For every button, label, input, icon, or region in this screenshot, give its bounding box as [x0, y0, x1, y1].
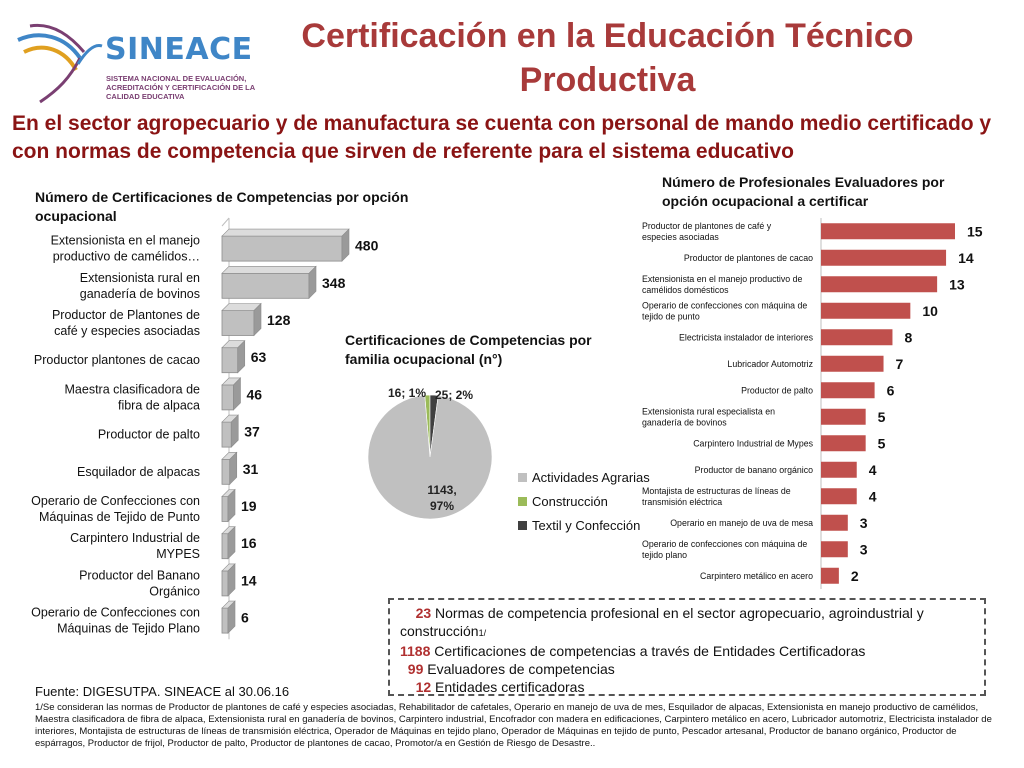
bar	[821, 223, 955, 239]
legend-swatch	[518, 521, 527, 530]
summary-text: Entidades certificadoras	[431, 679, 585, 695]
category-label: Extensionista rural especialista en ganadería de bovinos	[642, 406, 776, 428]
bar	[222, 422, 231, 447]
bar-value-label: 480	[355, 237, 379, 254]
summary-number: 12	[415, 679, 432, 695]
logo-subtitle: SISTEMA NACIONAL DE EVALUACIÓN, ACREDITACIÓN Y CERTIFICACIÓN DE LA CALIDAD EDUCATIVA	[106, 74, 255, 101]
category-label: Productor de plantones de café y especies asociadas	[642, 220, 772, 242]
bar-value-label: 46	[246, 386, 263, 403]
summary-number: 1188	[400, 643, 431, 659]
category-label: Operario de confecciones con máquina de tejido de punto	[642, 300, 808, 322]
legend-label: Actividades Agrarias	[532, 469, 650, 485]
bar	[222, 571, 228, 596]
bar	[821, 435, 866, 451]
pie-data-label: 16; 1%	[387, 386, 426, 400]
bar-value-label: 63	[250, 349, 267, 366]
category-label: Productor de plantones de cacao	[683, 252, 813, 263]
bar	[222, 311, 254, 336]
certifications-chart-title: Número de Certificaciones de Competencias por opción ocupacional	[35, 189, 409, 224]
summary-footnote-ref: 1/	[478, 628, 487, 638]
bar-value-label: 7	[895, 355, 904, 372]
bar	[821, 276, 937, 292]
bar-value-label: 37	[244, 423, 260, 440]
bar	[222, 385, 234, 410]
bar-value-label: 10	[922, 302, 938, 319]
evaluators-chart-title: Número de Profesionales Evaluadores por opción ocupacional a certificar	[662, 174, 945, 209]
bar-top	[222, 266, 316, 273]
bar	[821, 329, 892, 345]
summary-text: Evaluadores de competencias	[423, 661, 615, 677]
bar	[821, 541, 848, 557]
bar-value-label: 15	[967, 223, 983, 240]
bar-value-label: 4	[868, 488, 877, 505]
page-subtitle: En el sector agropecuario y de manufactura se cuenta con personal de mando medio certificado y con normas de competencia que sirven de referente para el sistema educativo	[12, 112, 992, 163]
source-note: Fuente: DIGESUTPA. SINEACE al 30.06.16	[35, 684, 290, 699]
bar-value-label: 13	[949, 276, 965, 293]
category-label: Operario en manejo de uva de mesa	[670, 517, 813, 528]
summary-text: Normas de competencia profesional en el sector agropecuario, agroindustrial y construcción	[400, 605, 924, 639]
bar	[821, 568, 839, 584]
category-label: Electricista instalador de interiores	[679, 332, 813, 343]
bar	[821, 303, 910, 319]
bar-value-label: 6	[241, 609, 249, 626]
category-label: Carpintero Industrial de MYPES	[70, 531, 200, 562]
pie-data-label: 25; 2%	[435, 388, 474, 402]
category-label: Productor de Plantones de café y especies asociadas	[51, 308, 200, 338]
bar	[222, 608, 228, 633]
bar-value-label: 3	[859, 514, 868, 531]
summary-line	[400, 642, 974, 660]
legend-swatch	[518, 473, 527, 482]
category-label: Carpintero metálico en acero	[700, 570, 813, 581]
bar-value-label: 4	[868, 461, 877, 478]
logo-name: SINEACE	[105, 32, 253, 67]
category-label: Productor del Banano Orgánico	[79, 568, 200, 599]
bar-value-label: 5	[877, 408, 886, 425]
category-label: Extensionista rural en ganadería de bovinos	[79, 270, 200, 301]
pie-data-label: 1143,	[427, 483, 457, 497]
evaluators-bar-chart	[620, 210, 1020, 590]
bar-value-label: 6	[886, 382, 895, 399]
bar	[222, 273, 309, 298]
bar-top	[222, 229, 349, 236]
pie-data-label: 97%	[429, 499, 455, 513]
bar-value-label: 348	[322, 274, 346, 291]
category-label: Lubricador Automotriz	[727, 358, 813, 369]
family-pie-chart	[355, 372, 515, 532]
bar-value-label: 5	[877, 435, 886, 452]
summary-line	[400, 604, 974, 642]
category-label: Carpintero Industrial de Mypes	[693, 438, 813, 449]
category-label: Operario de Confecciones con Máquinas de Tejido de Punto	[31, 494, 200, 524]
category-label: Operario de confecciones con máquina de tejido plano	[642, 538, 808, 560]
bar	[222, 497, 228, 522]
category-label: Esquilador de alpacas	[77, 464, 200, 479]
page-title: Certificación en la Educación Técnico Productiva	[301, 17, 914, 99]
bar-value-label: 2	[850, 567, 859, 584]
bar-value-label: 128	[267, 312, 291, 328]
bar	[821, 382, 875, 398]
bar-value-label: 14	[241, 572, 257, 589]
bar-value-label: 31	[242, 460, 259, 477]
bar-value-label: 14	[958, 249, 974, 266]
summary-line	[400, 678, 974, 696]
bar-value-label: 3	[859, 541, 868, 558]
summary-text: Certificaciones de competencias a través de Entidades Certificadoras	[430, 643, 866, 659]
bar-value-label: 19	[241, 498, 257, 514]
summary-box	[388, 598, 986, 696]
bar	[222, 534, 228, 559]
category-label: Extensionista en el manejo productivo de camélidos…	[50, 233, 200, 264]
category-label: Productor de palto	[97, 427, 200, 442]
category-label: Productor plantones de cacao	[33, 353, 200, 368]
legend-label: Construcción	[532, 493, 608, 509]
bar	[821, 250, 946, 266]
bar	[222, 348, 238, 373]
legend-label: Textil y Confección	[532, 517, 641, 533]
legend-swatch	[518, 497, 527, 506]
bar	[821, 488, 857, 504]
bar-value-label: 8	[904, 329, 913, 346]
category-label: Extensionista en el manejo productivo de camélidos domésticos	[642, 273, 803, 295]
bar	[821, 356, 884, 372]
bar	[821, 462, 857, 478]
summary-number: 23	[415, 605, 432, 621]
pie-chart-title: Certificaciones de Competencias por familia ocupacional (n°)	[345, 332, 592, 367]
bar	[222, 236, 342, 261]
category-label: Operario de Confecciones con Máquinas de Tejido Plano	[31, 605, 200, 636]
category-label: Productor de palto	[741, 385, 813, 396]
footnote: 1/Se consideran las normas de Productor de plantones de café y especies asociadas, Rehabilitador de cafetales, Operario en manejo de uva de mes, Esquilador de alpacas, Extensionista en manejo productivo de camélidos, Maestra clasificadora de fibra de alpaca, Extensionista rural en ganadería de bovinos, Carpintero industrial, Encofrador con madera en edificaciones, Carpintero metálico en acero, Lubricador automotriz, Electricista instalador de interiores, Montajista de estructuras de líneas de transmisión eléctrica, Operador de Máquinas en tejido plano, Operador de Máquinas en tejido de punto, Pescador artesanal, Productor de banano orgánico, Productor de espárragos, Productor de frijol, Productor de palto, Productor de plantones de cacao, Promotor/a en Gestión de Riesgo de Desastre..	[35, 702, 992, 749]
bar	[222, 459, 230, 484]
bar-value-label: 16	[241, 535, 257, 552]
category-label: Productor de banano orgánico	[694, 464, 813, 475]
summary-line	[400, 660, 974, 678]
summary-number: 99	[407, 661, 424, 677]
category-label: Montajista de estructuras de líneas de transmisión eléctrica	[642, 485, 791, 507]
bar	[821, 409, 866, 425]
bar	[821, 515, 848, 531]
category-label: Maestra clasificadora de fibra de alpaca	[64, 382, 200, 413]
